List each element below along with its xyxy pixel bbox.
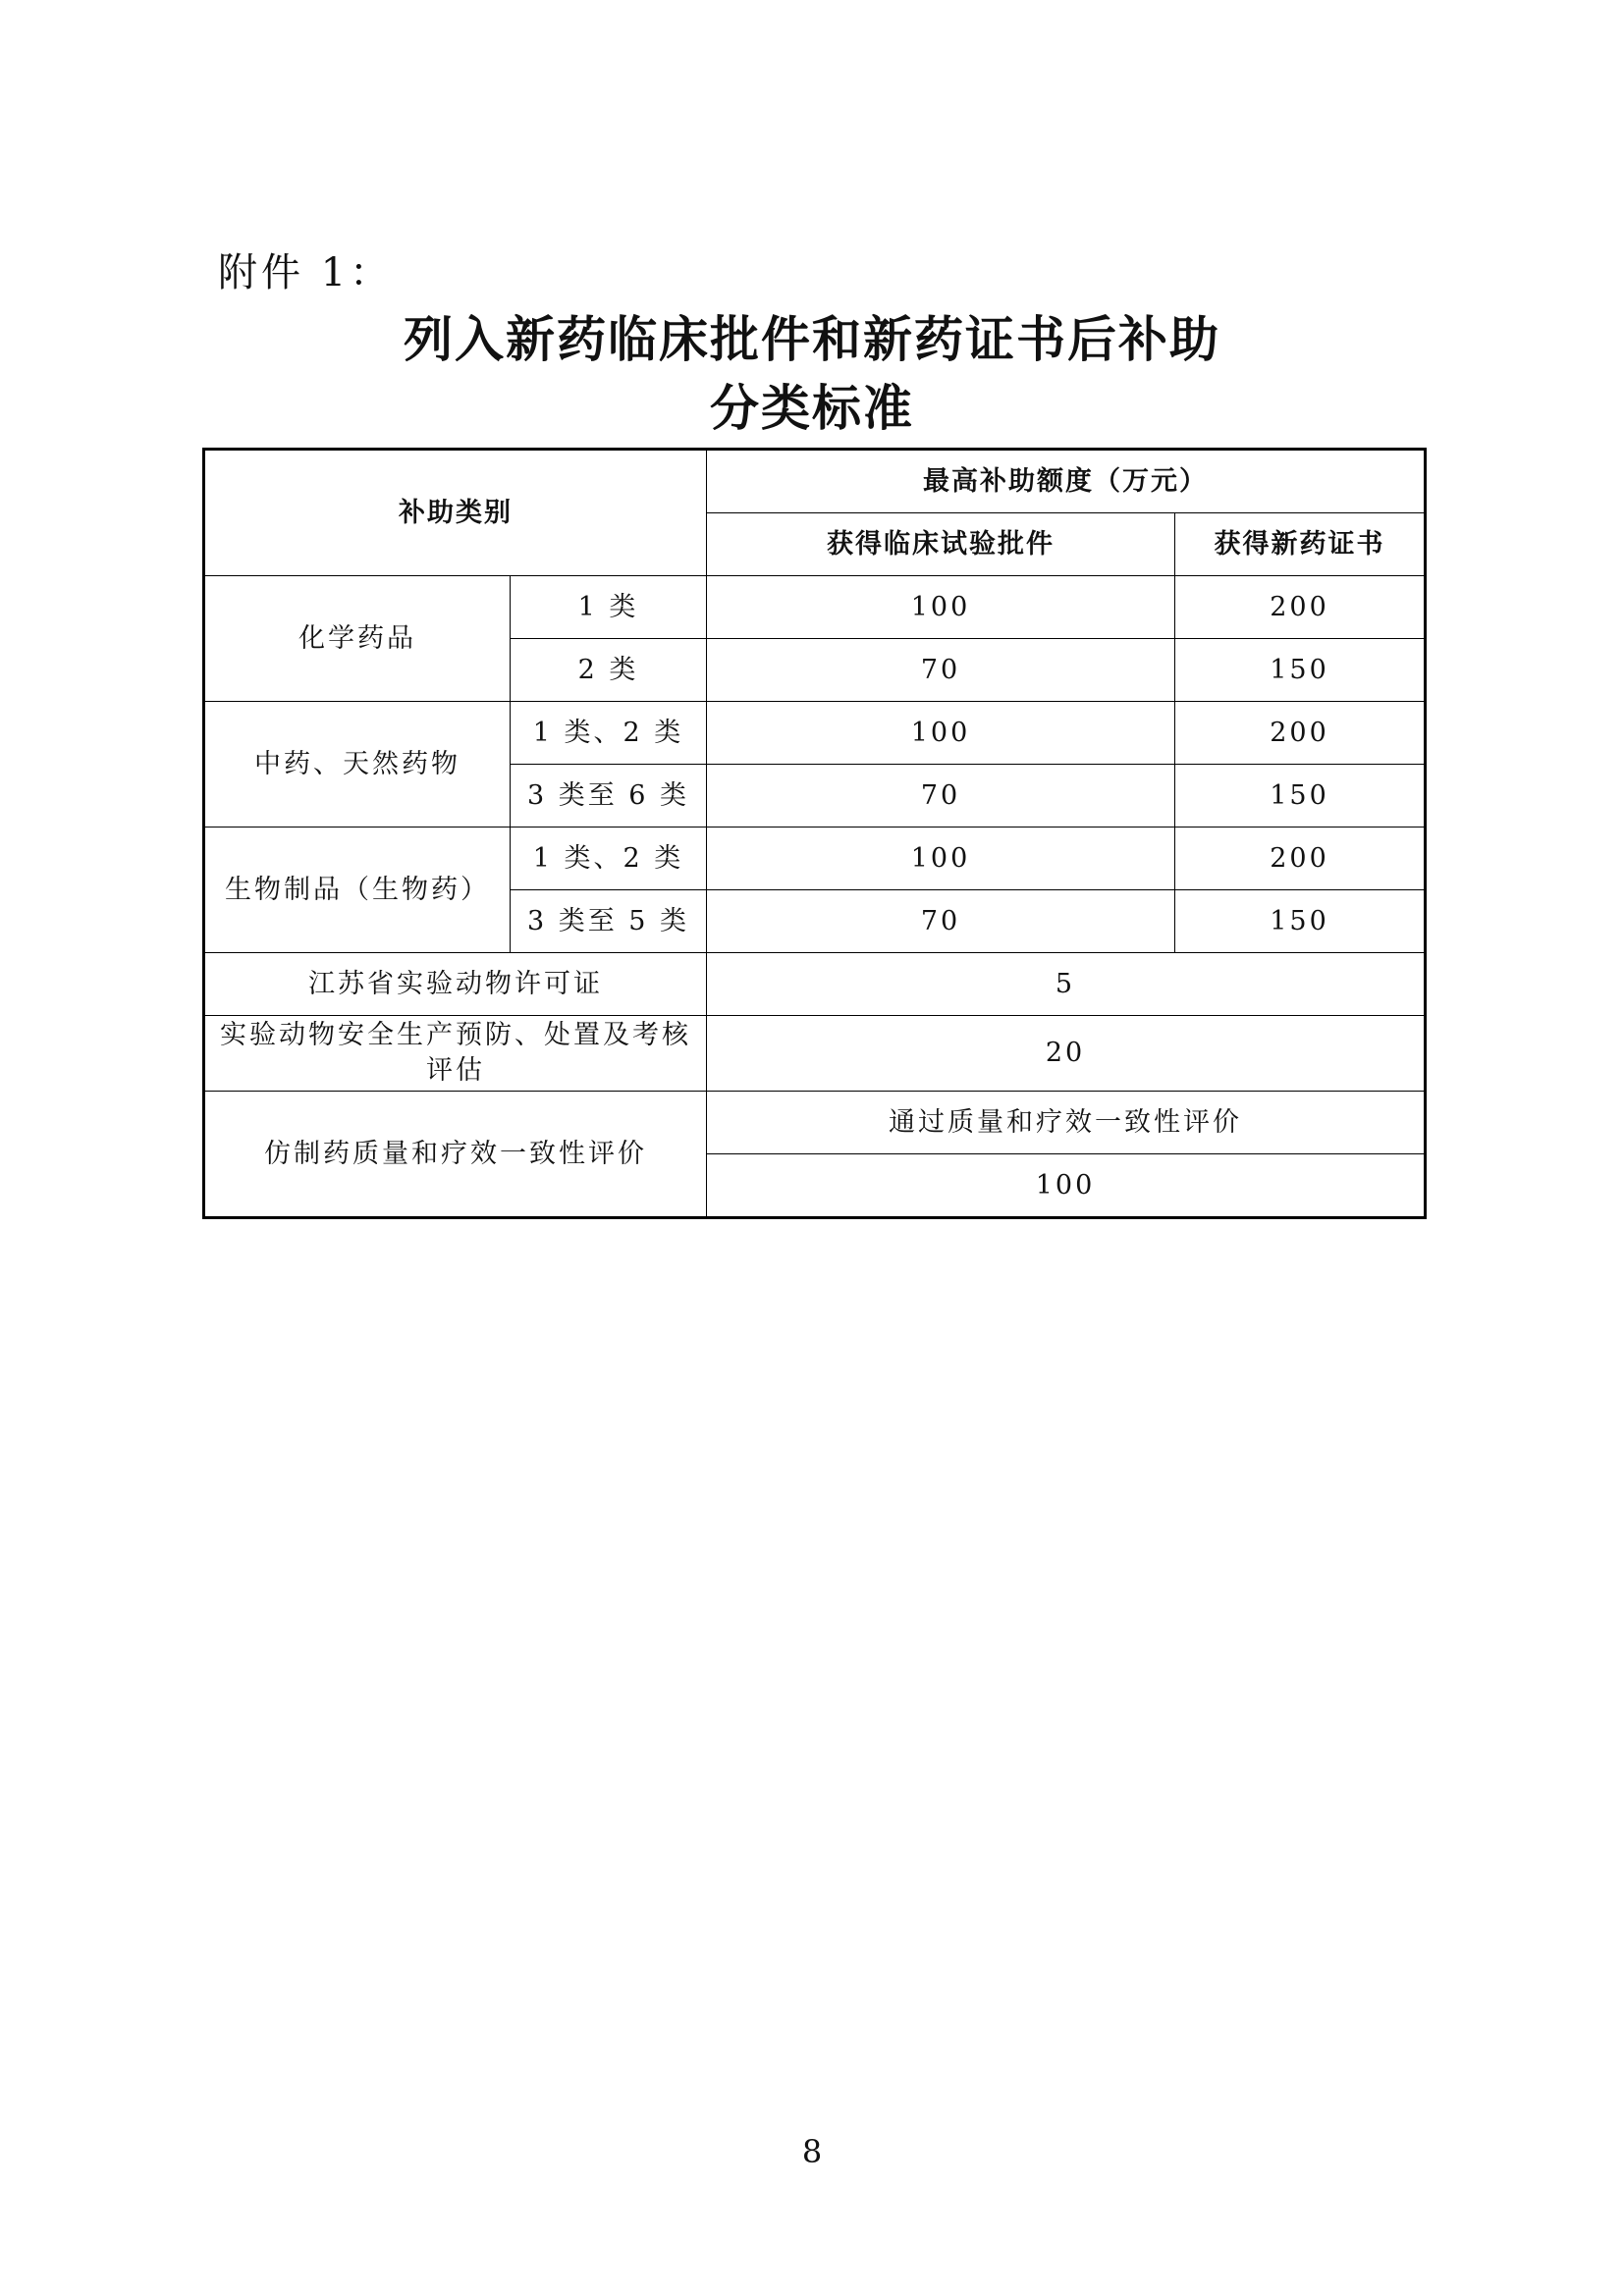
document-title-line1: 列入新药临床批件和新药证书后补助	[404, 311, 1220, 368]
subcategory-cell: 1 类、2 类	[511, 702, 707, 765]
header-new-drug-certificate: 获得新药证书	[1175, 513, 1426, 576]
value-cell: 150	[1175, 765, 1426, 828]
value-cell: 200	[1175, 828, 1426, 890]
table-row	[204, 953, 1426, 1016]
generic-sub-header: 通过质量和疗效一致性评价	[707, 1092, 1426, 1154]
value-cell: 150	[1175, 890, 1426, 953]
table-row	[204, 576, 1426, 639]
category-generic-evaluation: 仿制药质量和疗效一致性评价	[204, 1092, 707, 1218]
value-cell: 100	[707, 1154, 1426, 1218]
subcategory-cell: 2 类	[511, 639, 707, 702]
header-max-amount: 最高补助额度（万元）	[707, 450, 1426, 513]
value-cell: 70	[707, 890, 1175, 953]
table-row	[204, 1016, 1426, 1092]
value-cell: 100	[707, 702, 1175, 765]
subcategory-cell: 3 类至 6 类	[511, 765, 707, 828]
value-cell: 20	[707, 1016, 1426, 1092]
header-row-1	[204, 450, 1426, 513]
category-animal-safety: 实验动物安全生产预防、处置及考核评估	[204, 1016, 707, 1092]
value-cell: 70	[707, 639, 1175, 702]
table-row	[204, 702, 1426, 765]
value-cell: 200	[1175, 576, 1426, 639]
category-biological: 生物制品（生物药）	[204, 828, 511, 953]
table-row	[204, 828, 1426, 890]
category-tcm: 中药、天然药物	[204, 702, 511, 828]
subsidy-table	[202, 448, 1427, 1219]
value-cell: 70	[707, 765, 1175, 828]
category-animal-license: 江苏省实验动物许可证	[204, 953, 707, 1016]
header-clinical-approval: 获得临床试验批件	[707, 513, 1175, 576]
document-title-line2: 分类标准	[710, 380, 914, 437]
subcategory-cell: 1 类、2 类	[511, 828, 707, 890]
value-cell: 100	[707, 576, 1175, 639]
header-category: 补助类别	[204, 450, 707, 576]
value-cell: 5	[707, 953, 1426, 1016]
table-row	[204, 1092, 1426, 1154]
value-cell: 100	[707, 828, 1175, 890]
subcategory-cell: 1 类	[511, 576, 707, 639]
value-cell: 200	[1175, 702, 1426, 765]
page-number: 8	[801, 2133, 823, 2170]
category-chemical: 化学药品	[204, 576, 511, 702]
attachment-label: 附件 1：	[218, 250, 394, 295]
value-cell: 150	[1175, 639, 1426, 702]
subcategory-cell: 3 类至 5 类	[511, 890, 707, 953]
